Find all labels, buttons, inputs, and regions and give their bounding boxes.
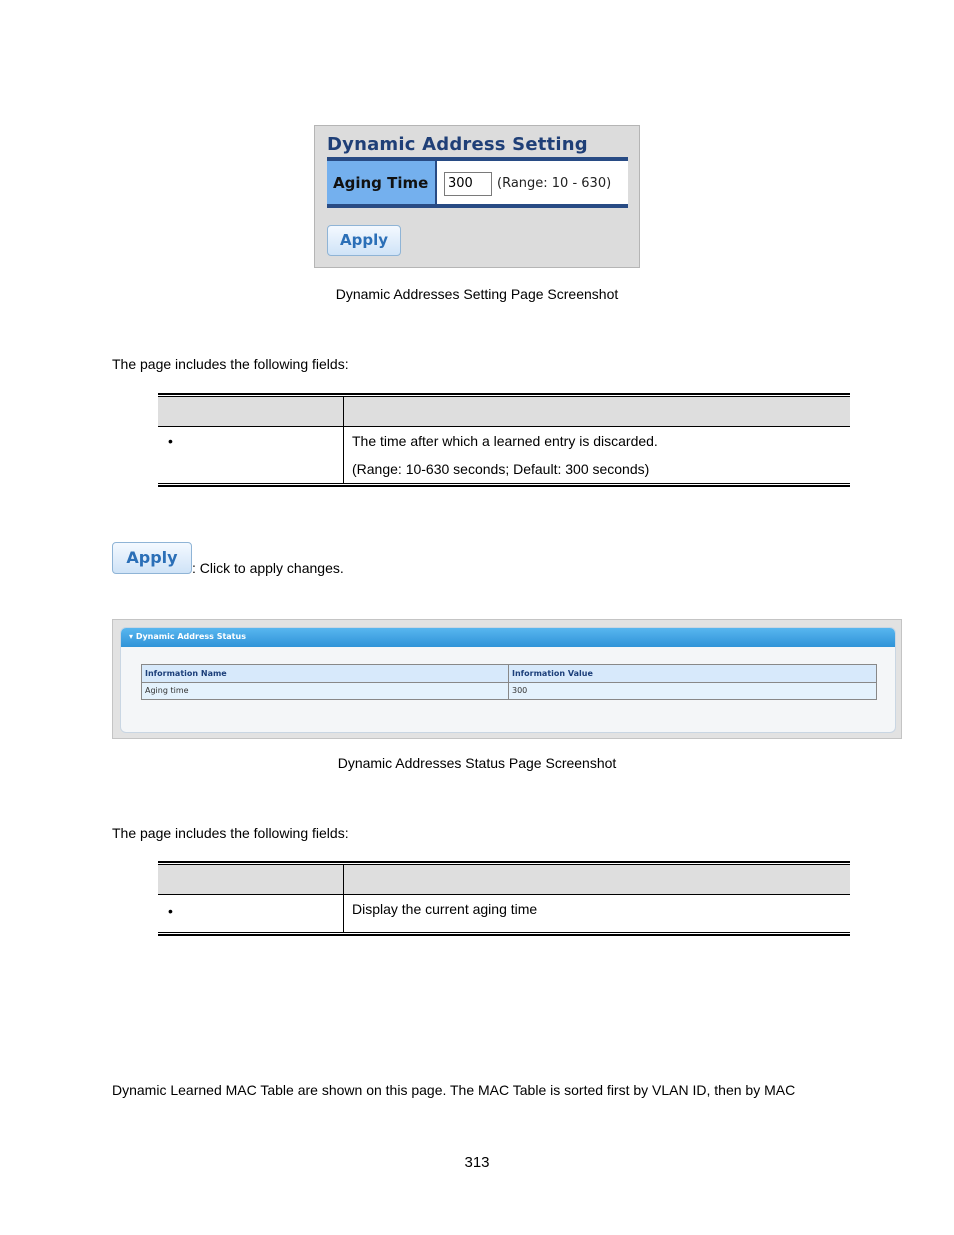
status-table (141, 664, 877, 700)
fields-intro-2: The page includes the following fields: (112, 825, 349, 841)
aging-time-input[interactable]: 300 (444, 172, 492, 196)
row-value: 300 (512, 686, 528, 695)
aging-desc-line1: The time after which a learned entry is discarded. (352, 433, 658, 449)
bullet: • (168, 433, 173, 449)
dynamic-address-setting-screenshot (314, 125, 640, 268)
bullet: • (168, 903, 173, 919)
status-title-text: Dynamic Address Status (135, 632, 246, 641)
apply-button-example[interactable]: Apply (112, 542, 192, 574)
table-row (142, 683, 876, 699)
table-row (158, 895, 850, 933)
table-header (158, 397, 850, 427)
row-name: Aging time (142, 683, 509, 699)
dynamic-address-status-screenshot (112, 619, 902, 739)
status-panel (120, 627, 896, 733)
setting-title: Dynamic Address Setting (327, 134, 588, 155)
fields-table-1 (158, 393, 850, 487)
caption-status: Dynamic Addresses Status Page Screenshot (337, 755, 617, 771)
col-information-name: Information Name (142, 665, 509, 682)
apply-button[interactable]: Apply (327, 225, 401, 256)
aging-status-desc: Display the current aging time (352, 901, 538, 917)
col-information-value: Information Value (512, 669, 593, 678)
table-header (158, 865, 850, 895)
status-panel-title (121, 628, 895, 647)
fields-intro-1: The page includes the following fields: (112, 356, 349, 372)
fields-table-2 (158, 861, 850, 936)
page-number: 313 (464, 1154, 490, 1171)
aging-time-label: Aging Time (327, 161, 437, 204)
aging-time-table (327, 157, 628, 208)
mac-table-paragraph: Dynamic Learned MAC Table are shown on this page. The MAC Table is sorted first by VLAN ID, then by MAC (112, 1082, 796, 1098)
aging-desc-line2: (Range: 10-630 seconds; Default: 300 seconds) (352, 461, 650, 477)
caption-setting: Dynamic Addresses Setting Page Screenshot (335, 286, 619, 302)
apply-note-text: : Click to apply changes. (192, 560, 344, 576)
aging-range-text: (Range: 10 - 630) (497, 176, 612, 191)
table-row (158, 427, 850, 484)
chevron-down-icon: ▾ (129, 632, 136, 641)
